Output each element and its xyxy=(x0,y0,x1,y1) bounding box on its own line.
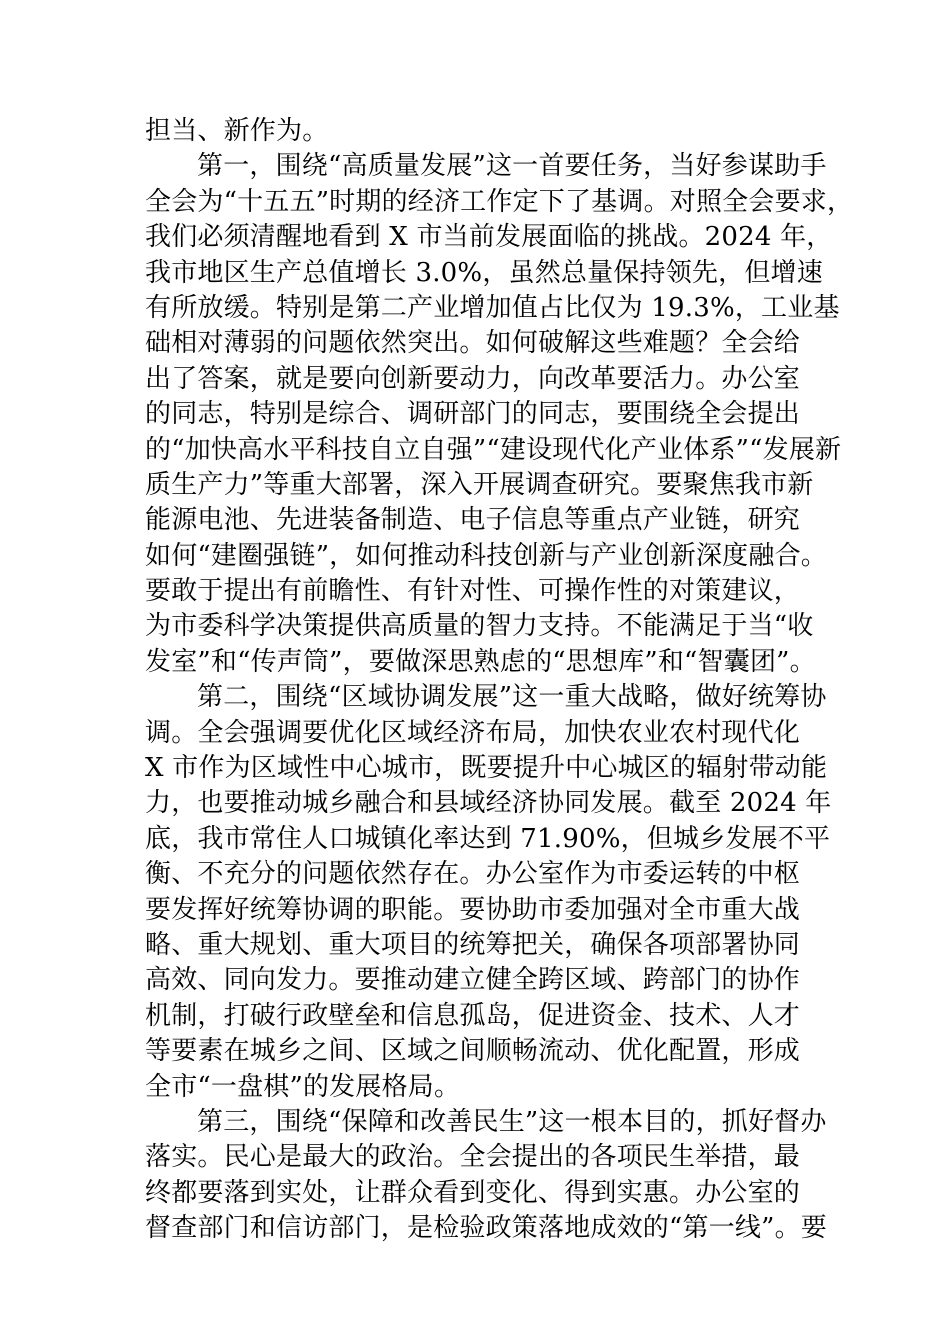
text-line: 我们必须清醒地看到 X 市当前发展面临的挑战。2024 年， xyxy=(145,222,833,253)
text-line: 担当、新作为。 xyxy=(145,116,329,146)
text-line: X 市作为区域性中心城市，既要提升中心城区的辐射带动能 xyxy=(145,753,828,784)
text-line: 调。全会强调要优化区域经济布局，加快农业农村现代化 xyxy=(145,717,801,748)
text-line: 发室”和“传声筒”，要做深思熟虑的“思想库”和“智囊团”。 xyxy=(145,646,816,677)
text-line: 督查部门和信访部门，是检验政策落地成效的“第一线”。要 xyxy=(145,1213,827,1244)
text-line: 有所放缓。特别是第二产业增加值占比仅为 19.3%，工业基 xyxy=(145,292,840,323)
text-line: 要敢于提出有前瞻性、有针对性、可操作性的对策建议， xyxy=(145,576,801,607)
text-line: 落实。民心是最大的政治。全会提出的各项民生举措，最 xyxy=(145,1142,801,1173)
text-line: 终都要落到实处，让群众看到变化、得到实惠。办公室的 xyxy=(145,1177,801,1208)
body-text xyxy=(145,114,854,1247)
text-line: 的同志，特别是综合、调研部门的同志，要围绕全会提出 xyxy=(145,399,801,430)
text-line: 质生产力”等重大部署，深入开展调查研究。要聚焦我市新 xyxy=(145,469,814,500)
text-line: 略、重大规划、重大项目的统筹把关，确保各项部署协同 xyxy=(145,929,801,960)
text-line: 的“加快高水平科技自立自强”“建设现代化产业体系”“发展新 xyxy=(145,434,842,465)
text-line: 全市“一盘棋”的发展格局。 xyxy=(145,1071,461,1102)
text-line: 底，我市常住人口城镇化率达到 71.90%，但城乡发展不平 xyxy=(145,823,831,854)
paragraph-first-line: 第二，围绕“区域协调发展”这一重大战略，做好统筹协 xyxy=(197,682,827,713)
text-line: 要发挥好统筹协调的职能。要协助市委加强对全市重大战 xyxy=(145,894,801,925)
paragraph-first-line: 第三，围绕“保障和改善民生”这一根本目的，抓好督办 xyxy=(197,1106,827,1137)
text-line: 为市委科学决策提供高质量的智力支持。不能满足于当“收 xyxy=(145,611,814,642)
text-line: 高效、同向发力。要推动建立健全跨区域、跨部门的协作 xyxy=(145,965,801,996)
text-line: 机制，打破行政壁垒和信息孤岛，促进资金、技术、人才 xyxy=(145,1000,801,1031)
text-line: 如何“建圈强链”，如何推动科技创新与产业创新深度融合。 xyxy=(145,540,827,571)
text-line: 力，也要推动城乡融合和县域经济协同发展。截至 2024 年 xyxy=(145,788,832,819)
text-line: 等要素在城乡之间、区域之间顺畅流动、优化配置，形成 xyxy=(145,1036,801,1067)
text-line: 础相对薄弱的问题依然突出。如何破解这些难题？全会给 xyxy=(145,328,801,359)
text-line: 衡、不充分的问题依然存在。办公室作为市委运转的中枢 xyxy=(145,859,801,890)
text-line: 全会为“十五五”时期的经济工作定下了基调。对照全会要求， xyxy=(145,186,854,217)
paragraph-first-line: 第一，围绕“高质量发展”这一首要任务，当好参谋助手 xyxy=(197,151,827,182)
text-line: 出了答案，就是要向创新要动力，向改革要活力。办公室 xyxy=(145,363,801,394)
text-line: 能源电池、先进装备制造、电子信息等重点产业链，研究 xyxy=(145,505,801,536)
text-line: 我市地区生产总值增长 3.0%，虽然总量保持领先，但增速 xyxy=(145,257,823,288)
